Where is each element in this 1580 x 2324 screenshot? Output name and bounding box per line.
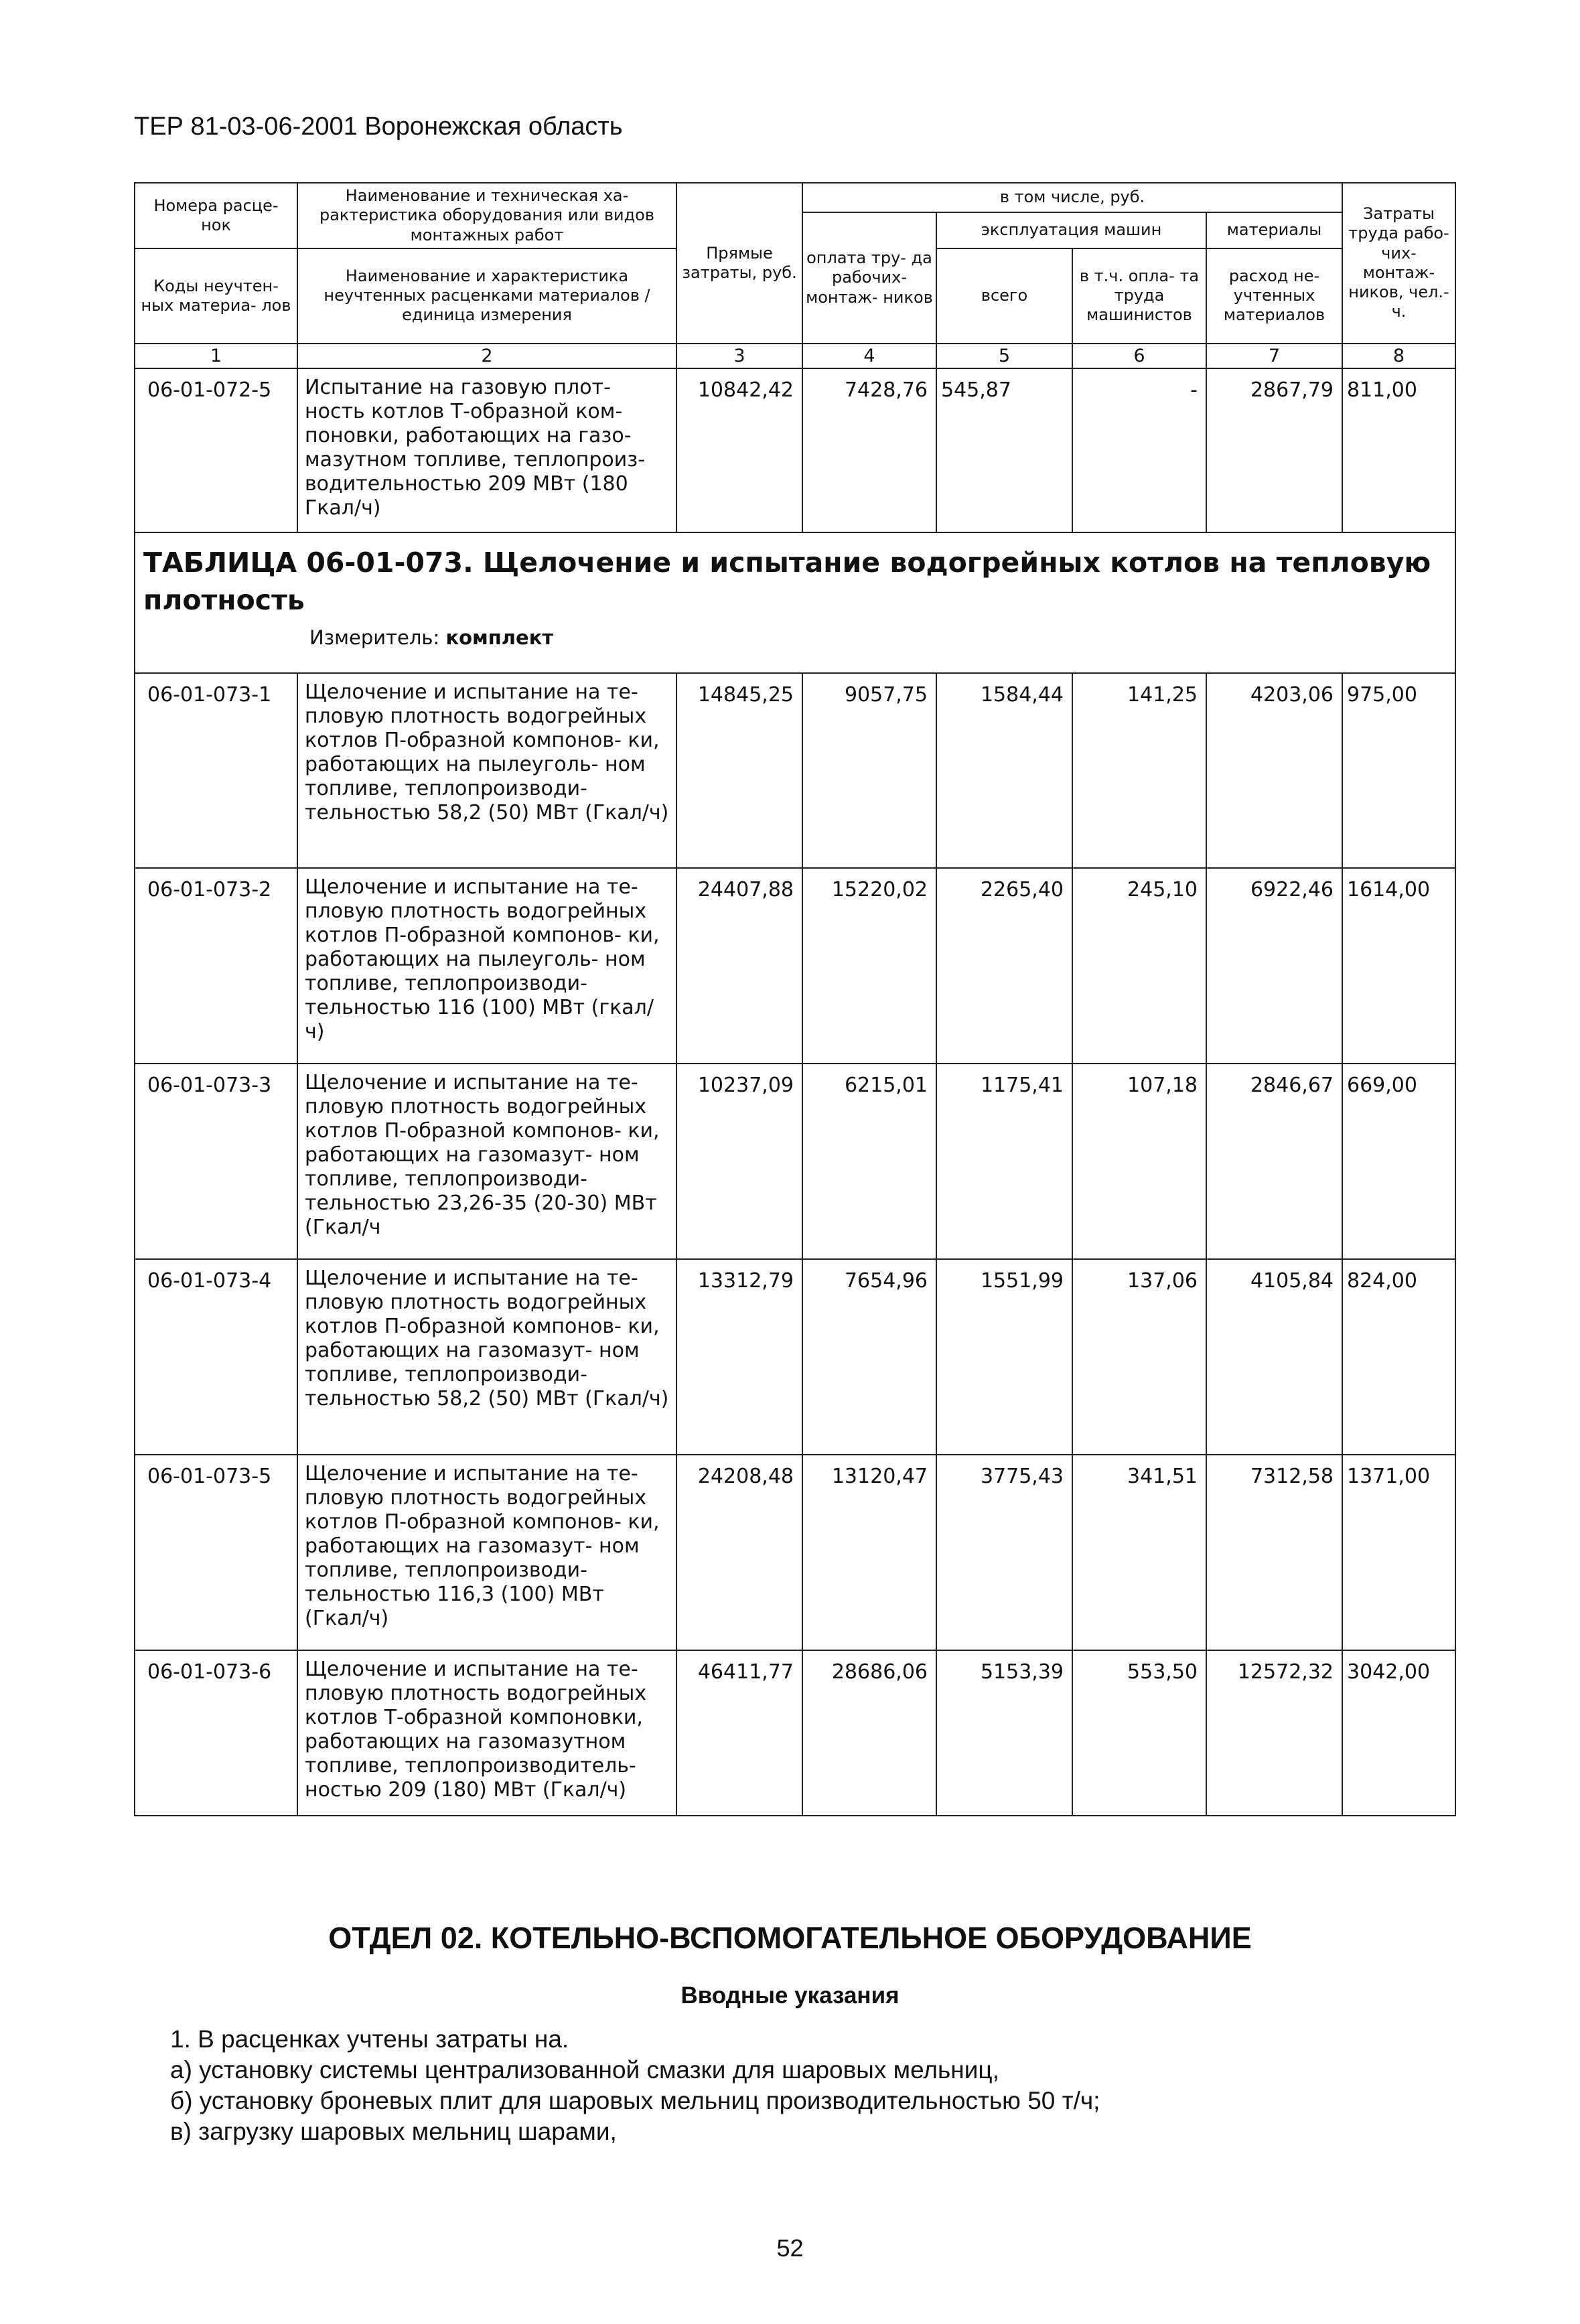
header-code-top: Номера расце- нок — [135, 183, 297, 248]
table-row — [135, 1455, 1455, 1650]
labor-hours-value: 669,00 — [1342, 1064, 1455, 1259]
table-row — [135, 673, 1455, 868]
labor-hours-value: 3042,00 — [1342, 1650, 1455, 1816]
column-number: 6 — [1072, 344, 1206, 368]
machines-total-value: 2265,40 — [936, 868, 1072, 1064]
machines-wage-value: 141,25 — [1072, 673, 1206, 868]
note-line: в) загрузку шаровых мельниц шарами, — [170, 2117, 617, 2145]
labor-pay-value: 13120,47 — [802, 1455, 936, 1650]
header-materials-unaccounted: расход не- учтенных материалов — [1206, 248, 1342, 344]
direct-costs-value: 24208,48 — [676, 1455, 802, 1650]
rate-name: Щелочение и испытание на те- пловую плотность водогрейных котлов П-образной компонов- ки, работающих на газомазут- ном топливе, теплопроизводи- тельностью 116,3 (100) МВт (Гкал/ч) — [297, 1455, 676, 1650]
header-name-bottom: Наименование и характеристика неучтенных расценками материалов / единица измерения — [297, 248, 676, 344]
note-line: а) установку системы централизованной смазки для шаровых мельниц, — [170, 2055, 999, 2084]
section-title: ОТДЕЛ 02. КОТЕЛЬНО-ВСПОМОГАТЕЛЬНОЕ ОБОРУДОВАНИЕ — [328, 1921, 1252, 1955]
column-number: 3 — [676, 344, 802, 368]
header-machines: эксплуатация машин — [936, 212, 1206, 248]
materials-value: 12572,32 — [1206, 1650, 1342, 1816]
labor-hours-value: 1371,00 — [1342, 1455, 1455, 1650]
note-line: б) установку броневых плит для шаровых мельниц производительностью 50 т/ч; — [170, 2086, 1100, 2114]
rate-code: 06-01-073-4 — [135, 1259, 297, 1455]
header-including: в том числе, руб. — [802, 183, 1342, 212]
machines-total-value: 1584,44 — [936, 673, 1072, 868]
table-row — [135, 1650, 1455, 1816]
labor-pay-value: 7428,76 — [802, 368, 936, 532]
machines-total-value: 5153,39 — [936, 1650, 1072, 1816]
materials-value: 2846,67 — [1206, 1064, 1342, 1259]
page-header: ТЕР 81-03-06-2001 Воронежская область — [134, 113, 623, 141]
column-number: 5 — [936, 344, 1072, 368]
machines-total-value: 1551,99 — [936, 1259, 1072, 1455]
column-number: 7 — [1206, 344, 1342, 368]
materials-value: 4203,06 — [1206, 673, 1342, 868]
note-line: 1. В расценках учтены затраты на. — [170, 2025, 569, 2053]
labor-hours-value: 1614,00 — [1342, 868, 1455, 1064]
header-direct-costs: Прямые затраты, руб. — [676, 183, 802, 344]
header-materials: материалы — [1206, 212, 1342, 248]
labor-pay-value: 28686,06 — [802, 1650, 936, 1816]
meter-value: комплект — [445, 626, 554, 649]
intro-title: Вводные указания — [680, 1982, 900, 2009]
machines-total-value: 3775,43 — [936, 1455, 1072, 1650]
page-number: 52 — [776, 2234, 804, 2262]
header-machines-total: всего — [936, 248, 1072, 344]
header-name-top: Наименование и техническая ха- рактеристика оборудования или видов монтажных работ — [297, 183, 676, 248]
rate-name: Испытание на газовую плот- ность котлов Т-образной ком- поновки, работающих на газо- мазутном топливе, теплопроиз- водительностью 209 МВт (180 Гкал/ч) — [297, 368, 676, 532]
header-labor-costs: Затраты труда рабо- чих- монтаж- ников, чел.-ч. — [1342, 183, 1455, 344]
rate-code: 06-01-073-3 — [135, 1064, 297, 1259]
header-machines-wage: в т.ч. опла- та труда машинистов — [1072, 248, 1206, 344]
labor-hours-value: 811,00 — [1342, 368, 1455, 532]
table-row — [135, 1259, 1455, 1455]
header-labor-pay: оплата тру- да рабочих- монтаж- ников — [802, 212, 936, 344]
header-code-bottom: Коды неучтен- ных материа- лов — [135, 248, 297, 344]
table-row — [135, 1064, 1455, 1259]
direct-costs-value: 46411,77 — [676, 1650, 802, 1816]
materials-value: 4105,84 — [1206, 1259, 1342, 1455]
notes-list — [170, 2024, 1100, 2147]
rates-table — [134, 182, 1456, 1816]
column-number: 2 — [297, 344, 676, 368]
rate-name: Щелочение и испытание на те- пловую плотность водогрейных котлов П-образной компонов- ки, работающих на пылеуголь- ном топливе, теплопроизводи- тельностью 58,2 (50) МВт (Гкал/ч) — [297, 673, 676, 868]
rate-name: Щелочение и испытание на те- пловую плотность водогрейных котлов Т-образной компоновки, работающих на газомазутном топливе, теплопроизводитель- ностью 209 (180) МВт (Гкал/ч) — [297, 1650, 676, 1816]
direct-costs-value: 10842,42 — [676, 368, 802, 532]
materials-value: 2867,79 — [1206, 368, 1342, 532]
materials-value: 7312,58 — [1206, 1455, 1342, 1650]
machines-wage-value: 553,50 — [1072, 1650, 1206, 1816]
machines-wage-value: 341,51 — [1072, 1455, 1206, 1650]
machines-wage-value: 245,10 — [1072, 868, 1206, 1064]
rate-code: 06-01-073-1 — [135, 673, 297, 868]
machines-wage-value: 137,06 — [1072, 1259, 1206, 1455]
labor-pay-value: 15220,02 — [802, 868, 936, 1064]
direct-costs-value: 13312,79 — [676, 1259, 802, 1455]
table-row — [135, 868, 1455, 1064]
column-number: 8 — [1342, 344, 1455, 368]
table-title: ТАБЛИЦА 06-01-073. Щелочение и испытание водогрейных котлов на тепловую плотность — [143, 546, 1431, 617]
rate-code: 06-01-073-2 — [135, 868, 297, 1064]
meter-line — [143, 626, 1448, 649]
column-numbers-row — [135, 344, 1455, 368]
meter-label: Измеритель: — [309, 626, 440, 649]
machines-wage-value: - — [1072, 368, 1206, 532]
labor-pay-value: 6215,01 — [802, 1064, 936, 1259]
rate-code: 06-01-072-5 — [135, 368, 297, 532]
rate-name: Щелочение и испытание на те- пловую плотность водогрейных котлов П-образной компонов- ки, работающих на газомазут- ном топливе, теплопроизводи- тельностью 58,2 (50) МВт (Гкал/ч) — [297, 1259, 676, 1455]
rate-code: 06-01-073-6 — [135, 1650, 297, 1816]
direct-costs-value: 10237,09 — [676, 1064, 802, 1259]
table-row — [135, 368, 1455, 532]
labor-hours-value: 975,00 — [1342, 673, 1455, 868]
rate-name: Щелочение и испытание на те- пловую плотность водогрейных котлов П-образной компонов- ки, работающих на пылеуголь- ном топливе, теплопроизводи- тельностью 116 (100) МВт (гкал/ч) — [297, 868, 676, 1064]
rate-code: 06-01-073-5 — [135, 1455, 297, 1650]
labor-hours-value: 824,00 — [1342, 1259, 1455, 1455]
direct-costs-value: 14845,25 — [676, 673, 802, 868]
column-number: 4 — [802, 344, 936, 368]
machines-wage-value: 107,18 — [1072, 1064, 1206, 1259]
direct-costs-value: 24407,88 — [676, 868, 802, 1064]
materials-value: 6922,46 — [1206, 868, 1342, 1064]
table-title-cell — [135, 532, 1455, 673]
labor-pay-value: 9057,75 — [802, 673, 936, 868]
machines-total-value: 1175,41 — [936, 1064, 1072, 1259]
column-number: 1 — [135, 344, 297, 368]
rate-name: Щелочение и испытание на те- пловую плотность водогрейных котлов П-образной компонов- ки, работающих на газомазут- ном топливе, теплопроизводи- тельностью 23,26-35 (20-30) МВт (Гкал/ч — [297, 1064, 676, 1259]
machines-total-value: 545,87 — [936, 368, 1072, 532]
labor-pay-value: 7654,96 — [802, 1259, 936, 1455]
